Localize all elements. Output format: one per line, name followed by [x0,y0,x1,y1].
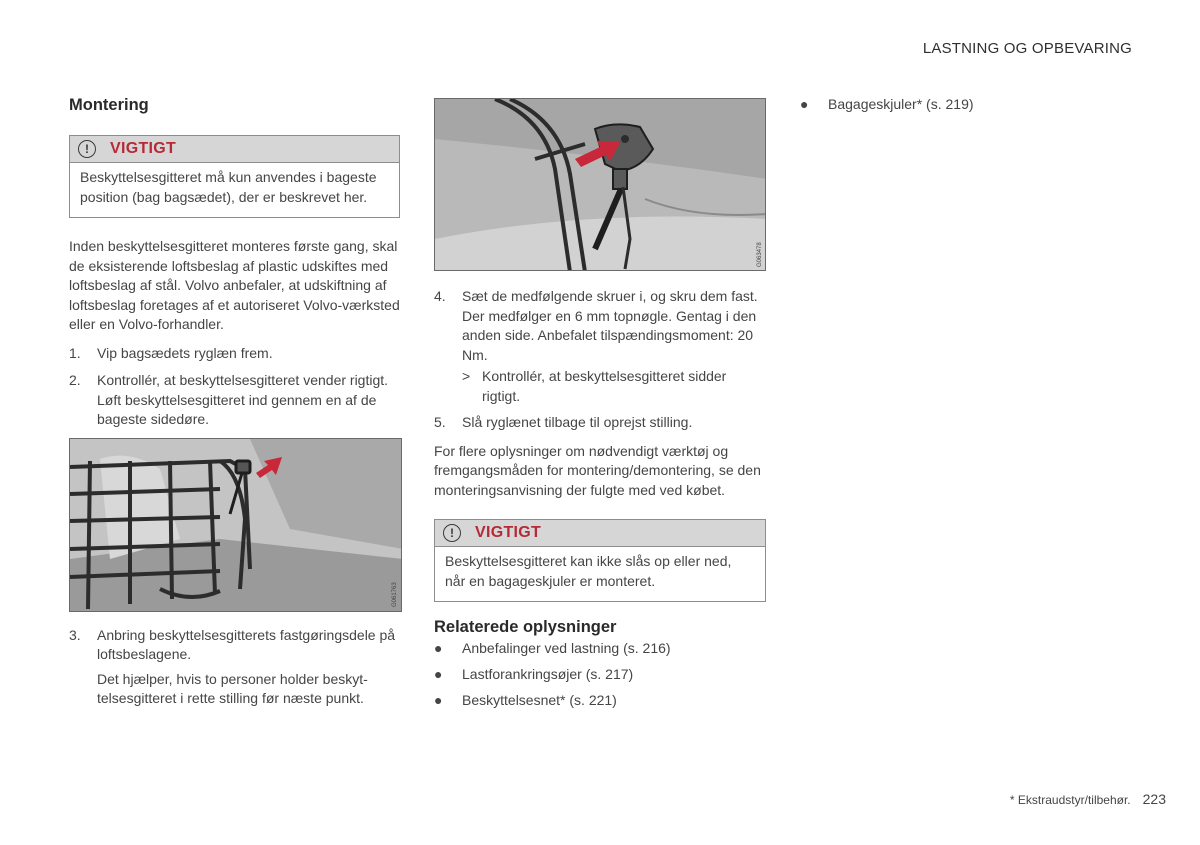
warning-text: Beskyttelsesgitteret kan ikke slås op eller ned, når en bagageskjuler er monteret. [445,553,732,589]
step-text: Sæt de medfølgende skruer i, og skru dem fast. Der medfølger en 6 mm topnøgle. Gentag i den anden side. Anbefalet tilspændingsmoment: 20 Nm. [462,288,758,363]
footnote: * Ekstraudstyr/tilbehør. [1009,793,1131,807]
warning-box [434,519,766,602]
step-text: Kontrollér, at beskyttelsesgitteret vender rigtigt. Løft beskyttelsesgitteret ind gennem en af de bageste sidedøre. [97,372,389,427]
figure-code: G061763 [392,581,398,607]
step-text: Vip bagsædets ryglæn frem. [97,344,273,361]
step-text: Slå ryglænet tilbage til oprejst stilling. [462,414,693,430]
step-item [69,344,400,364]
info-paragraph: For flere oplysninger om nødvendigt værktøj og fremgangsmåden for montering/demontering, se den monteringsanvisning der fulgte med ved købet. [434,442,761,498]
step-text: Anbring beskyttelsesgitterets fastgøringsdele på loftsbeslagene. [97,626,396,662]
figure-code: G063478 [757,242,763,267]
steps-list [434,413,766,433]
steps-list [69,344,400,430]
intro-paragraph: Inden beskyttelsesgitteret monteres første gang, skal de eksisterende loftsbeslag af plastic udskiftes med loftsbeslag af stål. Volvo anbefaler, at udskiftning af loftsbeslag foretages af et autoriseret Volvo-værksted eller en Volvo-forhandler. [69,238,400,332]
figure-cargo-grille-lift [69,438,402,612]
step-number: 1. [69,344,81,361]
related-link[interactable] [800,95,1140,115]
bullet-icon: ● [434,640,443,656]
result-marker: > [462,368,471,384]
section-heading: Montering [69,96,149,114]
related-link-text[interactable]: Bagageskjuler* (s. 219) [828,96,974,112]
exclamation-circle-icon: ! [78,140,96,158]
related-link[interactable] [434,691,766,711]
related-heading: Relaterede oplysninger [434,618,617,636]
step-number: 5. [434,414,446,430]
related-link-text[interactable]: Anbefalinger ved lastning (s. 216) [462,640,671,656]
roof-bracket-illustration [435,99,766,271]
column-middle [434,98,766,717]
step-item [69,371,400,430]
column-left [69,95,400,709]
steps-list [69,626,400,665]
warning-title: VIGTIGT [475,524,542,541]
step-result [462,367,766,406]
step-item [434,287,766,365]
step-item [69,626,400,665]
related-list [434,639,766,711]
column-right [800,95,1140,121]
page-number: 223 [1142,791,1166,807]
step-number: 2. [69,372,81,388]
warning-header [435,520,765,547]
figure-roof-bracket [434,98,766,271]
bullet-icon: ● [434,666,443,682]
related-link[interactable] [434,639,766,659]
step-number: 3. [69,626,81,643]
steps-list [434,287,766,365]
exclamation-circle-icon: ! [443,524,461,542]
related-link[interactable] [434,665,766,685]
bullet-icon: ● [800,96,809,112]
running-header: LASTNING OG OPBEVARING [922,40,1132,57]
result-text: Kontrollér, at beskyttelsesgitteret sidder rigtigt. [482,368,727,404]
warning-header [70,136,399,163]
related-list-continued [800,95,1140,115]
warning-box [69,135,400,218]
step-item [434,413,766,433]
step-note: Det hjælper, hvis to personer holder beskyttelsesgitteret i rette stilling før næste punkt. [97,670,368,706]
warning-title: VIGTIGT [110,140,177,157]
bullet-icon: ● [434,692,443,708]
warning-text: Beskyttelsesgitteret må kun anvendes i bageste position (bag bagsædet), der er beskrevet her. [80,169,377,205]
related-link-text[interactable]: Beskyttelsesnet* (s. 221) [462,692,617,708]
page-footer [1010,791,1166,807]
related-link-text[interactable]: Lastforankringsøjer (s. 217) [462,666,634,682]
step-number: 4. [434,288,446,304]
cargo-grille-illustration [70,439,402,612]
